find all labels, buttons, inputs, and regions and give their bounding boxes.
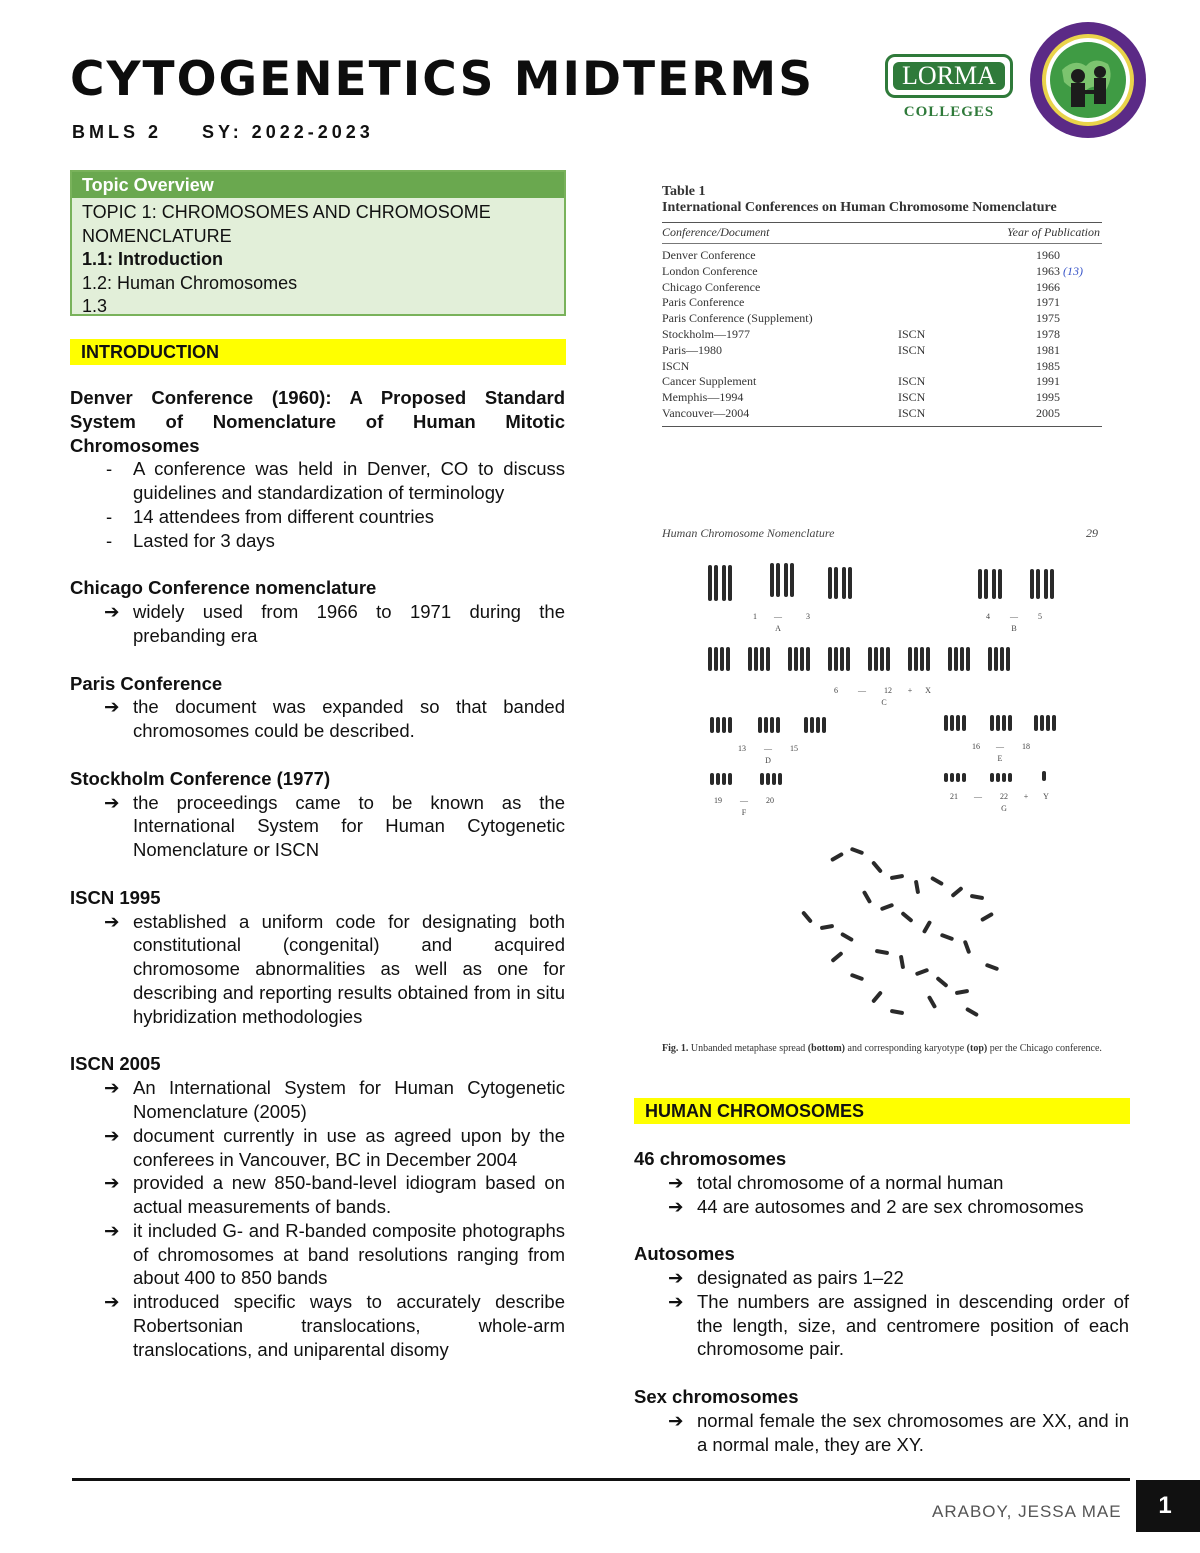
chromosome-glyph [1030, 569, 1034, 599]
stockholm-heading: Stockholm Conference (1977) [70, 767, 331, 789]
metaphase-chromosome [985, 963, 1000, 972]
chromosome-glyph [828, 567, 832, 599]
chromosome-glyph [764, 717, 768, 733]
lorma-logo [885, 54, 1015, 124]
college-seal-icon [1028, 20, 1148, 140]
table-row [662, 295, 1102, 311]
chromosome-glyph [760, 647, 764, 671]
chromosome-glyph [962, 773, 966, 782]
metaphase-chromosome [930, 876, 944, 886]
chromosome-glyph [984, 569, 988, 599]
list-item: - A conference was held in Denver, CO to discuss guidelines and standardization of terminology [106, 458, 565, 504]
karyotype-figure [700, 555, 1070, 1035]
karyotype-label: 16 [972, 742, 980, 751]
footer-divider [72, 1478, 1130, 1481]
table-cell-conference: Stockholm—1977 [662, 326, 751, 341]
chromosome-glyph [810, 717, 814, 733]
autosomes-heading: Autosomes [634, 1243, 735, 1265]
karyotype-label: 18 [1022, 742, 1030, 751]
table-cell-year: 1981 [1036, 342, 1060, 357]
chromosome-glyph [956, 773, 960, 782]
chromosome-glyph [772, 773, 776, 785]
table-cell-year: 1960 [1036, 248, 1060, 262]
chromosome-glyph [790, 563, 794, 597]
chromosome-glyph [1050, 569, 1054, 599]
karyotype-label: 6 [834, 686, 838, 695]
list-item: ➔ the document was expanded so that banded chromosomes could be described. [104, 696, 565, 742]
chromosome-glyph [1040, 715, 1044, 731]
table-cell-document [898, 311, 1036, 327]
chromosome-glyph [714, 565, 718, 601]
chromosome-glyph [944, 773, 948, 782]
karyotype-label: 12 [884, 686, 892, 695]
list-item: ➔ the proceedings came to be known as the International System for Human Cytogenetic Nomenclature or ISCN [104, 791, 565, 861]
chromosome-glyph [990, 773, 994, 782]
list-item: ➔ 44 are autosomes and 2 are sex chromosomes [668, 1195, 1084, 1217]
table-row [662, 406, 1102, 422]
metaphase-chromosome [955, 989, 969, 995]
lorma-logo-text: LORMA [893, 62, 1005, 90]
metaphase-chromosome [830, 951, 843, 963]
metaphase-chromosome [880, 903, 895, 912]
metaphase-chromosome [871, 990, 883, 1003]
table-row [662, 343, 1102, 359]
table-row [662, 311, 1102, 327]
chromosome-glyph [726, 647, 730, 671]
karyotype-label: 15 [790, 744, 798, 753]
metaphase-chromosome [970, 894, 984, 900]
page-number-notch [1130, 1480, 1136, 1532]
chromosome-glyph [1006, 647, 1010, 671]
chromosome-glyph [1000, 647, 1004, 671]
left-column [70, 386, 565, 1362]
metaphase-chromosome [922, 920, 932, 934]
chromosome-glyph [778, 773, 782, 785]
chromosome-glyph [944, 715, 948, 731]
karyotype-label: A [775, 624, 781, 633]
table-cell-year: 1963 (13) [1036, 263, 1083, 278]
chromosome-glyph [840, 647, 844, 671]
karyotype-label: 21 [950, 792, 958, 801]
sex-chromosomes-heading: Sex chromosomes [634, 1385, 799, 1407]
page-number: 1 [1130, 1480, 1200, 1532]
list-item: ➔ The numbers are assigned in descending order of the length, size, and centromere position of each chromosome pair. [668, 1290, 1129, 1360]
table-label: Table 1 [662, 184, 706, 199]
table-cell-conference: ISCN [662, 358, 690, 373]
metaphase-chromosome [890, 1009, 904, 1015]
chromosome-glyph [992, 569, 996, 599]
table-cell-conference: Vancouver—2004 [662, 405, 750, 420]
table-cell-document [898, 264, 1036, 280]
chromosome-glyph [954, 647, 958, 671]
metaphase-chromosome [801, 910, 813, 923]
metaphase-chromosome [900, 911, 913, 923]
chromosome-glyph [908, 647, 912, 671]
metaphase-chromosome [950, 886, 963, 898]
karyotype-label: — [774, 612, 782, 621]
metaphase-chromosome [820, 924, 834, 930]
table-cell-conference: Paris Conference (Supplement) [662, 311, 813, 326]
figure-running-head [662, 526, 1098, 541]
table-row [662, 359, 1102, 375]
metaphase-chromosome [899, 955, 905, 969]
chromosome-glyph [962, 715, 966, 731]
chromosome-glyph [996, 773, 1000, 782]
metaphase-chromosome [963, 940, 972, 955]
chicago-heading: Chicago Conference nomenclature [70, 577, 377, 599]
table-header-row [662, 223, 1102, 244]
chromosome-glyph [794, 647, 798, 671]
chromosome-glyph [710, 717, 714, 733]
chromosome-glyph [1042, 771, 1046, 781]
chromosome-glyph [948, 647, 952, 671]
chromosome-glyph [920, 647, 924, 671]
karyotype-label: 20 [766, 796, 774, 805]
chromosome-glyph [708, 647, 712, 671]
karyotype-label: — [740, 796, 748, 805]
chromosome-glyph [886, 647, 890, 671]
right-column [634, 1147, 1129, 1456]
table-cell-year: 1966 [1036, 279, 1060, 294]
figure-caption: Fig. 1. Unbanded metaphase spread (bottom) and corresponding karyotype (top) per the Chicago conference. [662, 1043, 1102, 1054]
table-cell-conference: Denver Conference [662, 248, 756, 262]
chromosome-glyph [758, 717, 762, 733]
chromosome-glyph [716, 773, 720, 785]
chromosome-glyph [716, 717, 720, 733]
karyotype-label: D [765, 756, 771, 765]
list-item: - 14 attendees from different countries [106, 505, 434, 527]
chromosome-glyph [950, 715, 954, 731]
chromosome-glyph [816, 717, 820, 733]
table-title: International Conferences on Human Chromosome Nomenclature [662, 200, 1057, 215]
topic-line: TOPIC 1: CHROMOSOMES AND CHROMOSOME [82, 202, 491, 222]
chromosome-glyph [998, 569, 1002, 599]
chromosome-glyph [708, 565, 712, 601]
chromosome-glyph [978, 569, 982, 599]
chromosome-glyph [728, 565, 732, 601]
chromosome-glyph [722, 773, 726, 785]
topic-line-current: 1.1: Introduction [82, 249, 223, 269]
chromosome-glyph [846, 647, 850, 671]
list-item: ➔ introduced specific ways to accurately describe Robertsonian translocations, whole-arm translocations, and uniparental disomy [104, 1291, 565, 1360]
chromosome-glyph [848, 567, 852, 599]
chromosome-glyph [1002, 715, 1006, 731]
chromosome-glyph [1052, 715, 1056, 731]
iscn1995-heading: ISCN 1995 [70, 886, 161, 908]
table-cell-document: ISCN [898, 342, 926, 357]
chromosome-glyph [776, 563, 780, 597]
table-cell-conference: Memphis—1994 [662, 390, 744, 405]
iscn2005-heading: ISCN 2005 [70, 1053, 161, 1075]
karyotype-label: 3 [806, 612, 810, 621]
list-item: ➔ established a uniform code for designating both constitutional (congenital) and acquired chromosome abnormalities as well as one for describing and reporting results obtained from in situ hybridization methodologies [104, 910, 565, 1027]
metaphase-chromosome [965, 1007, 979, 1017]
human-chromosomes-section-header: HUMAN CHROMOSOMES [634, 1098, 1130, 1124]
chromosome-glyph [760, 773, 764, 785]
chromosome-glyph [950, 773, 954, 782]
chromosome-glyph [834, 647, 838, 671]
metaphase-chromosome [850, 847, 865, 856]
chromosome-glyph [1002, 773, 1006, 782]
topic-line: 1.3 [82, 296, 108, 316]
chromosome-glyph [710, 773, 714, 785]
chromosome-count-heading: 46 chromosomes [634, 1148, 787, 1169]
chromosome-glyph [788, 647, 792, 671]
introduction-section-header: INTRODUCTION [70, 339, 566, 365]
table-row [662, 264, 1102, 280]
metaphase-chromosome [980, 912, 994, 922]
topic-line: 1.2: Human Chromosomes [82, 272, 298, 293]
karyotype-label: 4 [986, 612, 990, 621]
chromosome-glyph [1044, 569, 1048, 599]
table-cell-conference: Paris—1980 [662, 342, 722, 357]
chromosome-glyph [770, 717, 774, 733]
chromosome-glyph [956, 715, 960, 731]
metaphase-chromosome [935, 976, 948, 988]
chromosome-glyph [804, 717, 808, 733]
metaphase-chromosome [890, 874, 904, 880]
karyotype-label: 22 [1000, 792, 1008, 801]
chromosome-glyph [868, 647, 872, 671]
table-cell-document: ISCN [898, 390, 926, 405]
chromosome-glyph [784, 563, 788, 597]
running-head-page: 29 [1086, 526, 1098, 540]
chromosome-glyph [966, 647, 970, 671]
chromosome-glyph [988, 647, 992, 671]
chromosome-glyph [800, 647, 804, 671]
table-header-conference: Conference/Document [662, 225, 770, 239]
course-line [72, 122, 374, 143]
table-cell-year: 2005 [1036, 405, 1060, 420]
running-head-title: Human Chromosome Nomenclature [662, 526, 835, 540]
chromosome-glyph [720, 647, 724, 671]
metaphase-chromosome [830, 852, 844, 862]
karyotype-label: + [907, 686, 913, 695]
karyotype-label: — [974, 792, 982, 801]
metaphase-chromosome [927, 995, 937, 1009]
metaphase-chromosome [914, 880, 920, 894]
karyotype-label: — [858, 686, 866, 695]
karyotype-label: B [1011, 624, 1017, 633]
karyotype-label: G [1001, 804, 1007, 813]
list-item: - Lasted for 3 days [106, 529, 275, 551]
table-cell-year: 1971 [1036, 295, 1060, 310]
table-cell-conference: Cancer Supplement [662, 374, 757, 389]
chromosome-glyph [990, 715, 994, 731]
list-item: ➔ designated as pairs 1–22 [668, 1266, 904, 1288]
school-year: SY: 2022-2023 [202, 122, 374, 142]
table-cell-document [898, 295, 1036, 311]
topic-overview-box [70, 170, 566, 316]
chromosome-glyph [1046, 715, 1050, 731]
table-cell-conference: Chicago Conference [662, 279, 761, 294]
chromosome-glyph [834, 567, 838, 599]
chromosome-glyph [1008, 773, 1012, 782]
chromosome-glyph [766, 773, 770, 785]
conference-table [662, 184, 1102, 427]
table-cell-document: ISCN [898, 405, 926, 420]
list-item: ➔ document currently in use as agreed upon by the conferees in Vancouver, BC in December 2004 [104, 1124, 565, 1170]
author-name: ARABOY, JESSA MAE [932, 1502, 1122, 1521]
chromosome-glyph [960, 647, 964, 671]
karyotype-label: 13 [738, 744, 746, 753]
chromosome-glyph [996, 715, 1000, 731]
karyotype-label: 5 [1038, 612, 1042, 621]
karyotype-label: 19 [714, 796, 722, 805]
chromosome-glyph [926, 647, 930, 671]
chromosome-glyph [766, 647, 770, 671]
karyotype-label: 1 [753, 612, 757, 621]
course-code: BMLS 2 [72, 122, 163, 142]
metaphase-chromosome [875, 949, 889, 955]
table-row [662, 374, 1102, 390]
table-cell-document [898, 280, 1036, 296]
lorma-logo-subtext: COLLEGES [903, 104, 995, 120]
table-row [662, 280, 1102, 296]
chromosome-glyph [828, 647, 832, 671]
karyotype-label: F [741, 808, 747, 817]
table-row [662, 390, 1102, 406]
karyotype-label: Y [1043, 792, 1049, 801]
chromosome-glyph [754, 647, 758, 671]
table-cell-document [898, 248, 1036, 264]
document-title: CYTOGENETICS MIDTERMS [70, 52, 815, 107]
list-item: ➔ total chromosome of a normal human [668, 1171, 1004, 1193]
chromosome-glyph [722, 717, 726, 733]
table-row [662, 248, 1102, 264]
chromosome-glyph [770, 563, 774, 597]
karyotype-label: — [1010, 612, 1018, 621]
chromosome-glyph [1034, 715, 1038, 731]
chromosome-glyph [776, 717, 780, 733]
denver-heading: Denver Conference (1960): A Proposed Standard System of Nomenclature of Human Mitotic Chromosomes [70, 387, 565, 456]
table-cell-year: 1995 [1036, 390, 1060, 405]
table-cell-conference: Paris Conference [662, 295, 745, 310]
table-cell-year: 1978 [1036, 326, 1060, 341]
karyotype-label: + [1023, 792, 1029, 801]
table-cell-year: 1991 [1036, 374, 1060, 389]
chromosome-glyph [874, 647, 878, 671]
chromosome-glyph [822, 717, 826, 733]
karyotype-label: — [996, 742, 1004, 751]
karyotype-label: — [764, 744, 772, 753]
table-cell-document: ISCN [898, 374, 926, 389]
table-cell-year: 1985 [1036, 358, 1060, 373]
table-cell-document: ISCN [898, 326, 926, 341]
list-item: ➔ it included G- and R-banded composite photographs of chromosomes at band resolutions ranging from about 400 to 850 bands [104, 1219, 565, 1289]
chromosome-glyph [914, 647, 918, 671]
chromosome-glyph [994, 647, 998, 671]
list-item: ➔ normal female the sex chromosomes are XX, and in a normal male, they are XY. [668, 1409, 1129, 1455]
chromosome-glyph [880, 647, 884, 671]
karyotype-label: X [925, 686, 931, 695]
chromosome-glyph [714, 647, 718, 671]
chromosome-glyph [1008, 715, 1012, 731]
chromosome-glyph [1036, 569, 1040, 599]
metaphase-chromosome [862, 890, 872, 904]
metaphase-chromosome [840, 932, 854, 942]
metaphase-chromosome [915, 968, 930, 977]
topic-overview-heading: Topic Overview [72, 172, 564, 198]
table-cell-year: 1975 [1036, 311, 1060, 326]
table-header-year: Year of Publication [1007, 225, 1100, 239]
chromosome-glyph [806, 647, 810, 671]
metaphase-chromosome [871, 860, 883, 873]
chromosome-glyph [722, 565, 726, 601]
list-item: ➔ provided a new 850-band-level idiogram based on actual measurements of bands. [104, 1172, 565, 1218]
topic-line: NOMENCLATURE [82, 225, 232, 246]
chromosome-glyph [748, 647, 752, 671]
chromosome-glyph [842, 567, 846, 599]
chromosome-glyph [728, 773, 732, 785]
table-row [662, 327, 1102, 343]
metaphase-chromosome [940, 933, 955, 942]
karyotype-label: E [997, 754, 1003, 763]
chromosome-glyph [728, 717, 732, 733]
metaphase-chromosome [850, 973, 865, 982]
list-item: ➔ widely used from 1966 to 1971 during the prebanding era [104, 601, 565, 646]
list-item: ➔ An International System for Human Cytogenetic Nomenclature (2005) [104, 1077, 565, 1122]
karyotype-label: C [881, 698, 887, 707]
paris-heading: Paris Conference [70, 672, 223, 694]
table-cell-conference: London Conference [662, 263, 758, 278]
table-cell-document [898, 359, 1036, 375]
